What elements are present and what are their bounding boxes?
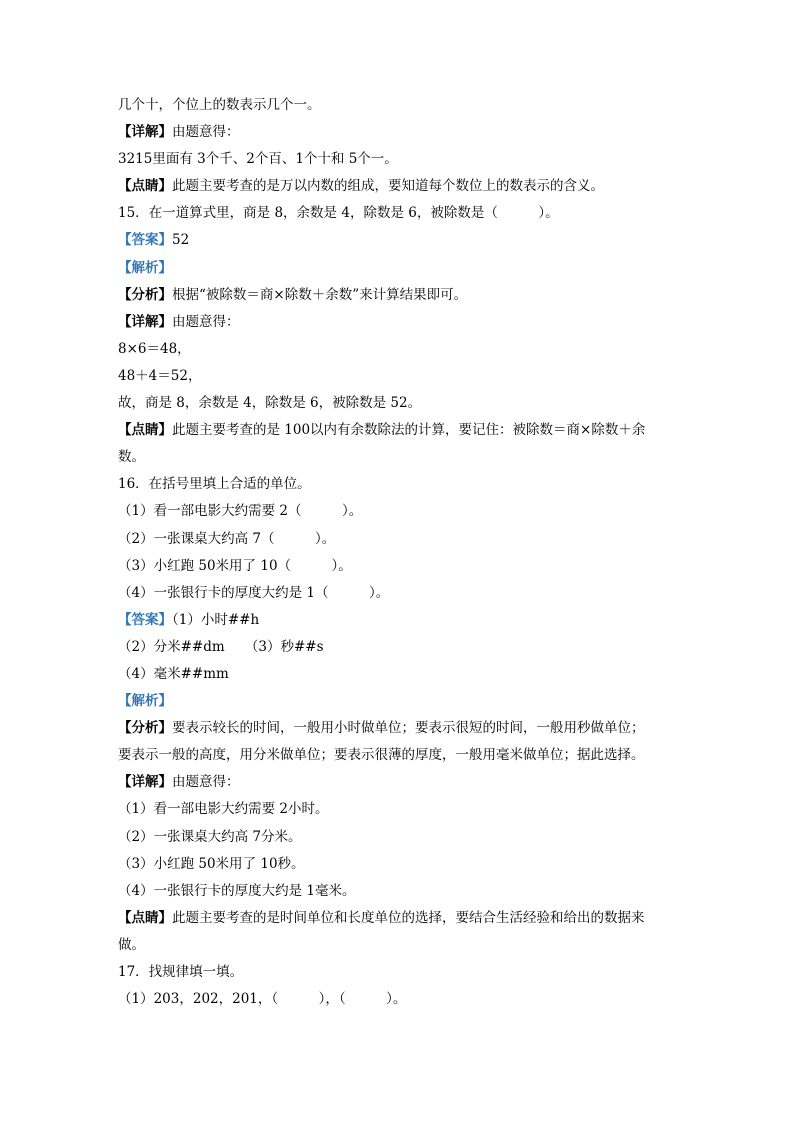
text-line xyxy=(118,282,678,309)
line-text: 48＋4＝52， xyxy=(118,367,202,384)
line-text: 由题意得： xyxy=(172,774,240,791)
section-tag: 【详解】 xyxy=(118,124,172,141)
text-line xyxy=(118,824,678,851)
section-tag: 【答案】 xyxy=(118,611,172,628)
line-text: （2）分米##dm （3）秒##s xyxy=(118,638,324,655)
text-line xyxy=(118,255,678,282)
text-line xyxy=(118,769,678,796)
line-text: 17．找规律填一填。 xyxy=(118,964,244,980)
section-tag: 【解析】 xyxy=(118,259,172,276)
text-line xyxy=(118,688,678,715)
line-text: （3）小红跑 50米用了 10（ ）。 xyxy=(118,557,352,574)
line-text: 52 xyxy=(172,232,190,249)
section-tag: 【点睛】 xyxy=(118,178,172,195)
text-line xyxy=(118,932,678,959)
text-line xyxy=(118,471,678,498)
text-line xyxy=(118,390,678,417)
line-text: 15．在一道算式里，商是 8，余数是 4，除数是 6，被除数是（ ）。 xyxy=(118,205,559,222)
section-tag: 【详解】 xyxy=(118,774,172,791)
text-line xyxy=(118,634,678,661)
line-text: 要表示一般的高度，用分米做单位；要表示很薄的厚度，一般用毫米做单位；据此选择。 xyxy=(118,747,645,764)
text-line xyxy=(118,661,678,688)
document-page xyxy=(118,92,678,1013)
line-text: 此题主要考查的是万以内数的组成，要知道每个数位上的数表示的含义。 xyxy=(172,178,604,195)
line-text: 16．在括号里填上合适的单位。 xyxy=(118,476,311,493)
line-text: 几个十，个位上的数表示几个一。 xyxy=(118,97,321,113)
section-tag: 【点睛】 xyxy=(118,909,172,926)
line-text: （3）小红跑 50米用了 10秒。 xyxy=(118,855,305,872)
line-text: 故，商是 8，余数是 4，除数是 6，被除数是 52。 xyxy=(118,395,422,412)
text-line xyxy=(118,715,678,742)
line-text: 数。 xyxy=(118,449,145,466)
line-text: 由题意得： xyxy=(172,124,240,141)
line-text: 由题意得： xyxy=(172,313,240,330)
text-line xyxy=(118,309,678,336)
line-text: （4）一张银行卡的厚度大约是 1毫米。 xyxy=(118,882,356,899)
line-text: （1）看一部电影大约需要 2小时。 xyxy=(118,801,329,818)
section-tag: 【解析】 xyxy=(118,693,172,710)
text-line xyxy=(118,119,678,146)
line-text: （4）毫米##mm xyxy=(118,665,229,682)
text-line xyxy=(118,173,678,200)
text-line xyxy=(118,553,678,580)
text-line xyxy=(118,444,678,471)
line-text: （1）小时##h xyxy=(172,611,260,628)
line-text: 3215里面有 3个千、2个百、1个十和 5个一。 xyxy=(118,151,398,168)
text-line xyxy=(118,878,678,905)
text-line xyxy=(118,580,678,607)
text-line xyxy=(118,363,678,390)
text-line xyxy=(118,227,678,254)
text-line xyxy=(118,336,678,363)
line-text: （4）一张银行卡的厚度大约是 1（ ）。 xyxy=(118,584,390,601)
line-text: （1）203，202，201，（ ），（ ）。 xyxy=(118,991,407,1008)
line-text: 8×6＝48， xyxy=(118,340,191,357)
line-text: （2）一张课桌大约高 7（ ）。 xyxy=(118,530,336,547)
line-text: 此题主要考查的是 100以内有余数除法的计算，要记住：被除数＝商×除数＋余 xyxy=(172,422,646,439)
text-line xyxy=(118,905,678,932)
line-text: 做。 xyxy=(118,936,145,953)
text-line xyxy=(118,417,678,444)
text-line xyxy=(118,146,678,173)
section-tag: 【分析】 xyxy=(118,286,172,303)
text-line xyxy=(118,200,678,227)
section-tag: 【详解】 xyxy=(118,313,172,330)
text-line xyxy=(118,986,678,1013)
text-line xyxy=(118,498,678,525)
line-text: 要表示较长的时间，一般用小时做单位；要表示很短的时间，一般用秒做单位； xyxy=(172,720,645,737)
line-text: 根据“被除数＝商×除数＋余数”来计算结果即可。 xyxy=(172,286,468,303)
line-text: （2）一张课桌大约高 7分米。 xyxy=(118,828,302,845)
text-line xyxy=(118,526,678,553)
text-line xyxy=(118,796,678,823)
text-line xyxy=(118,851,678,878)
text-line xyxy=(118,607,678,634)
line-text: （1）看一部电影大约需要 2（ ）。 xyxy=(118,503,363,520)
line-text: 此题主要考查的是时间单位和长度单位的选择，要结合生活经验和给出的数据来 xyxy=(172,909,645,926)
text-line xyxy=(118,742,678,769)
section-tag: 【分析】 xyxy=(118,720,172,737)
text-line xyxy=(118,959,678,986)
text-line xyxy=(118,92,678,119)
section-tag: 【点睛】 xyxy=(118,422,172,439)
section-tag: 【答案】 xyxy=(118,232,172,249)
